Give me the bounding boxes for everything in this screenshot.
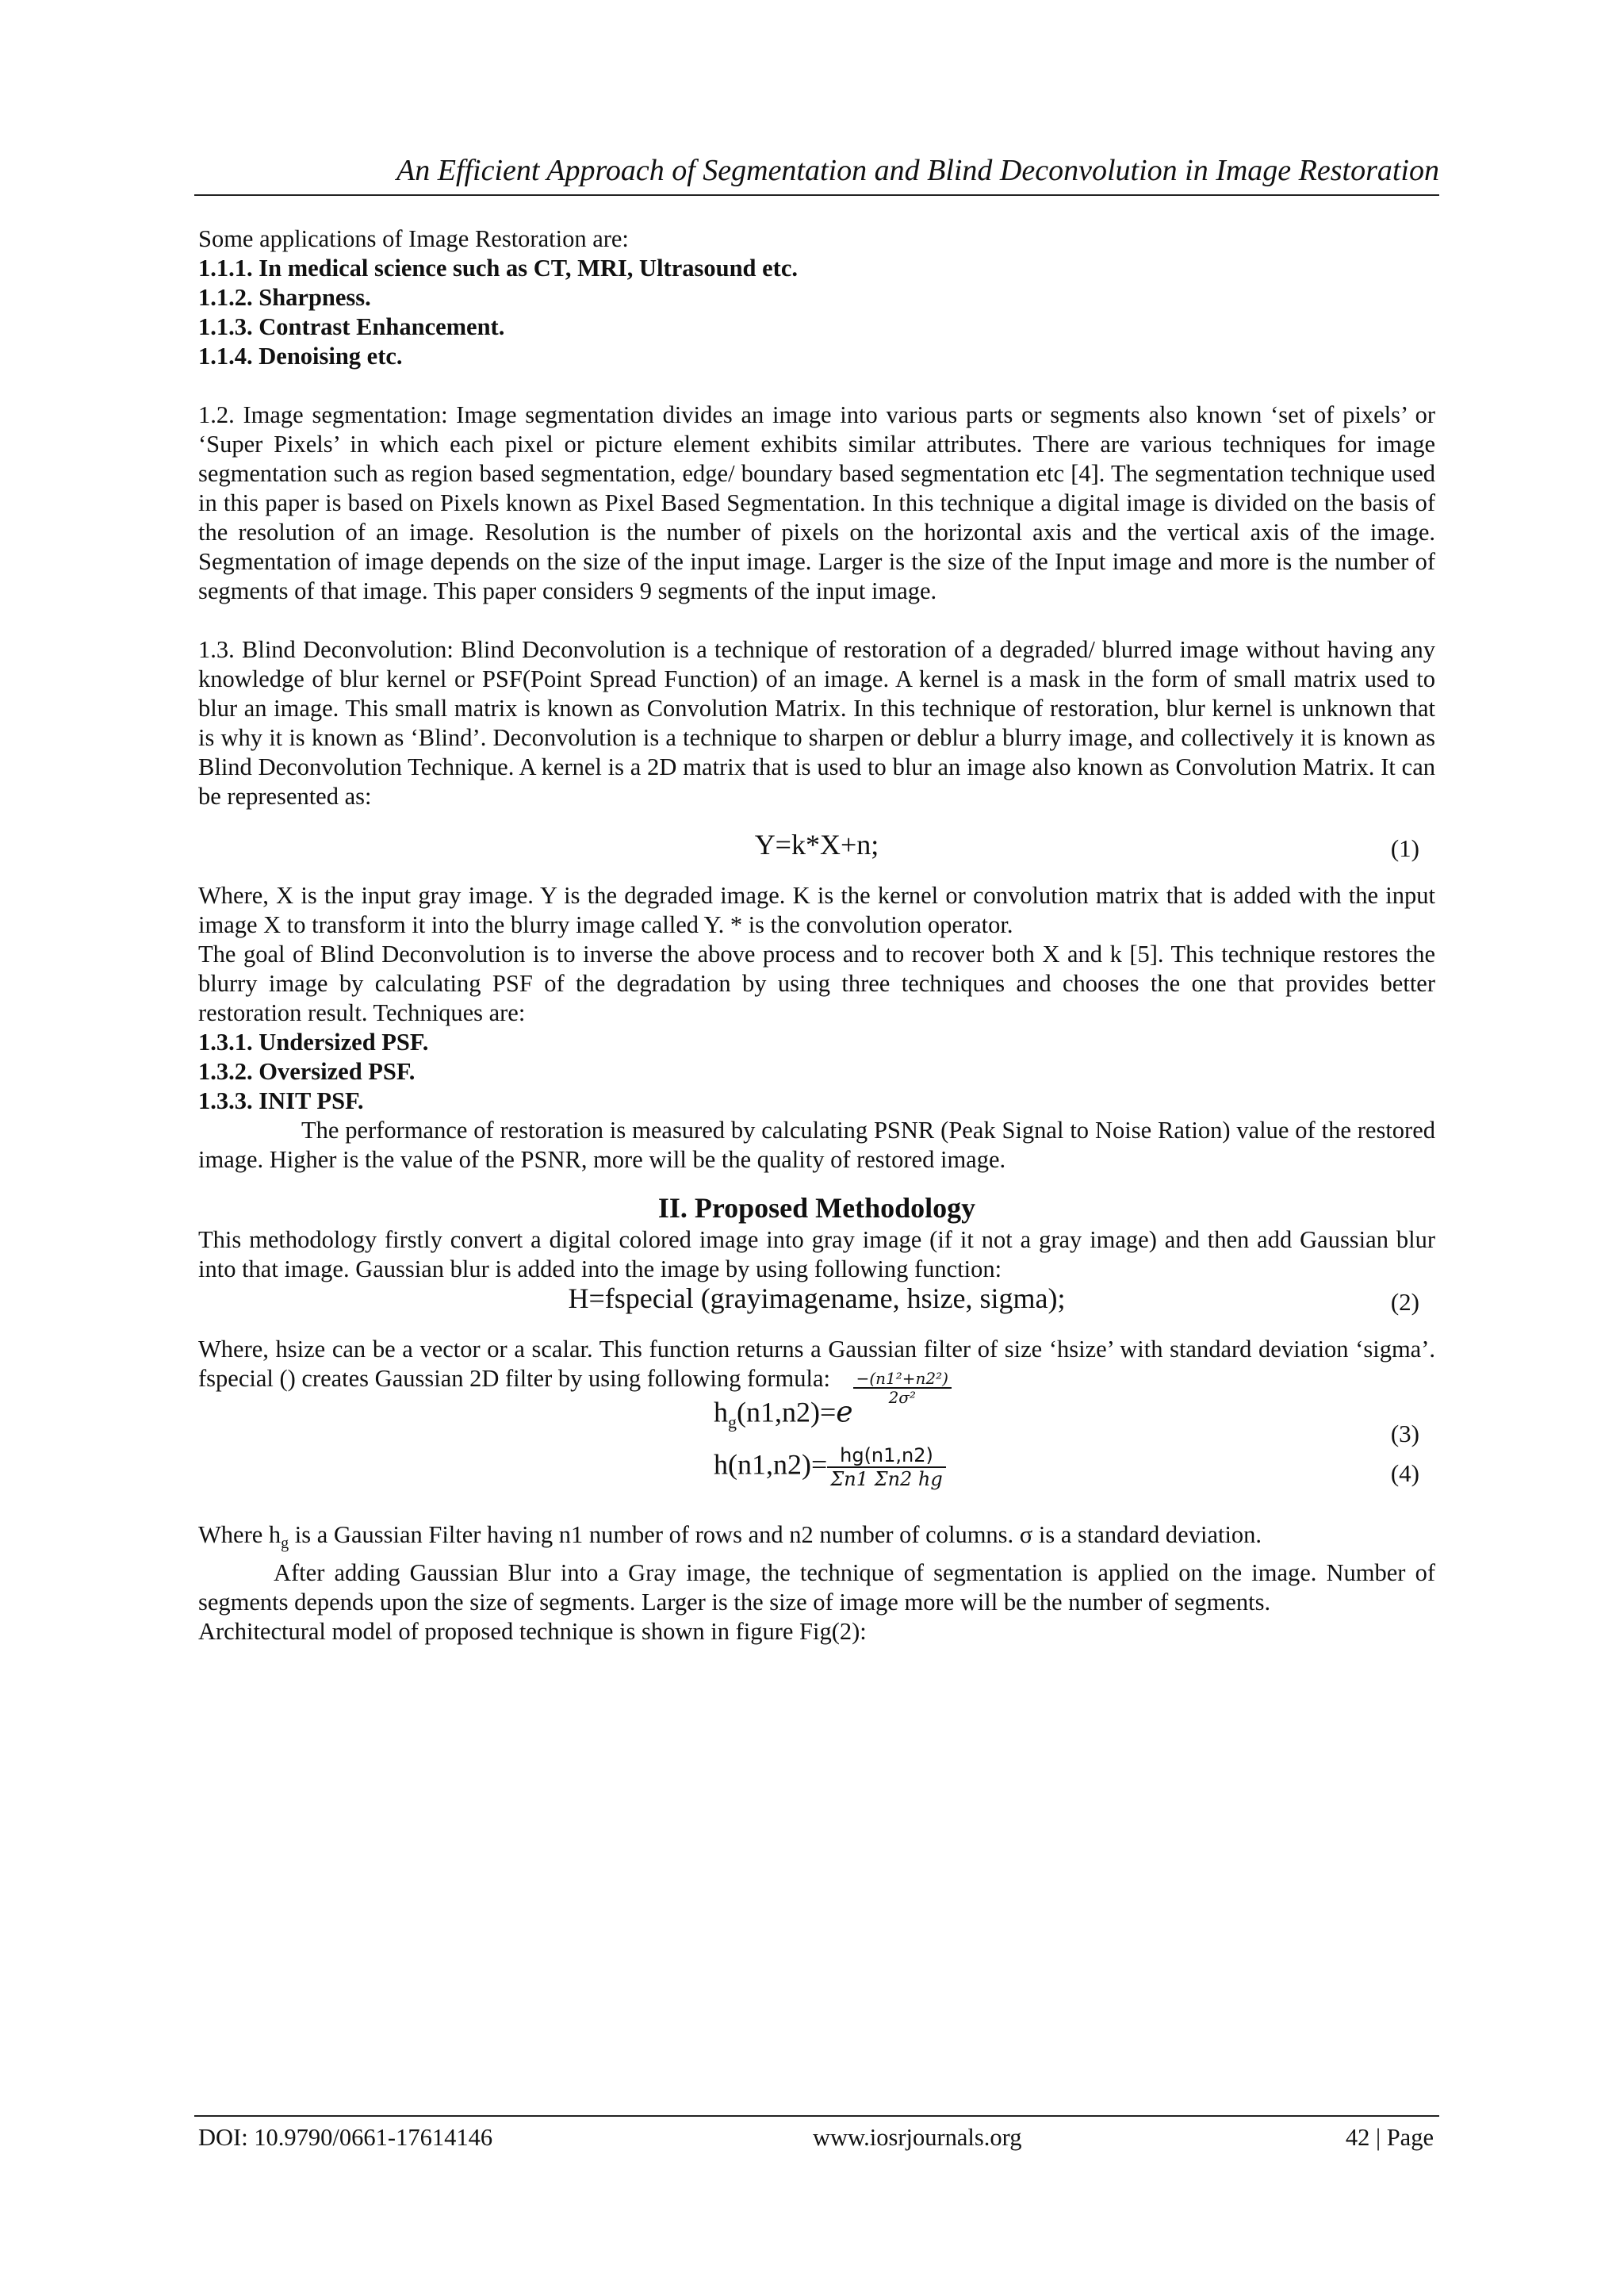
equation-3-lhs: h <box>714 1396 728 1428</box>
equation-3-exponent <box>853 1370 952 1406</box>
application-item: 1.1.4. Denoising etc. <box>198 343 403 370</box>
footer-website: www.iosrjournals.org <box>813 2124 1022 2151</box>
equation-3 <box>714 1369 952 1436</box>
equation-2 <box>198 1284 1435 1322</box>
equation-3-subscript: g <box>728 1412 737 1432</box>
equation-4-denominator: Σn1 Σn2 hg <box>830 1468 943 1490</box>
performance-paragraph: The performance of restoration is measured by calculating PSNR (Peak Signal to Noise Ration) value of the restored image. Higher is the value of the PSNR, more will be the quality of restored image. <box>198 1117 1435 1173</box>
footer-doi: DOI: 10.9790/0661-17614146 <box>198 2124 493 2151</box>
equation-2-expression: H=fspecial (grayimagename, hsize, sigma); <box>568 1282 1066 1314</box>
equation-1-expression: Y=k*X+n; <box>754 829 879 861</box>
gaussian-filter-definition <box>198 1520 1435 1558</box>
equation-1-number: (1) <box>1390 834 1419 862</box>
equation-4 <box>714 1444 946 1490</box>
equation-2-number: (2) <box>1390 1288 1419 1316</box>
formula-block <box>198 1369 1435 1512</box>
footer-page-number: 42 | Page <box>1345 2124 1434 2151</box>
definition-subscript: g <box>281 1535 289 1553</box>
equation-4-fraction <box>827 1444 945 1490</box>
equation-3-number: (3) <box>1390 1420 1419 1447</box>
section-title: II. Proposed Methodology <box>657 1192 976 1224</box>
equation-3-exponent-denominator: 2σ² <box>888 1388 916 1407</box>
header-divider <box>194 194 1439 196</box>
technique-item: 1.3.1. Undersized PSF. <box>198 1029 429 1056</box>
definition-text: is a Gaussian Filter having n1 number of rows and n2 number of columns. σ is a standard deviation. <box>289 1521 1262 1548</box>
blind-deconvolution-paragraph: 1.3. Blind Deconvolution: Blind Deconvolution is a technique of restoration of a degraded/ blurred image without having any knowledge of blur kernel or PSF(Point Spread Function) of an image. A kernel is a mask in the form of small matrix used to blur an image. This small matrix is known as Convolution Matrix. In this technique of restoration, blur kernel is unknown that is why it is known as ‘Blind’. Deconvolution is a technique to sharpen or deblur a blurry image, and collectively it is known as Blind Deconvolution Technique. A kernel is a 2D matrix that is used to blur an image also known as Convolution Matrix. It can be represented as: <box>198 636 1435 810</box>
architecture-reference: Architectural model of proposed technique is shown in figure Fig(2): <box>198 1618 867 1646</box>
application-item: 1.1.2. Sharpness. <box>198 284 371 311</box>
footer-divider <box>194 2115 1439 2117</box>
technique-item: 1.3.3. INIT PSF. <box>198 1087 364 1114</box>
equation-4-number: (4) <box>1390 1459 1419 1487</box>
equation-4-numerator: hg(n1,n2) <box>827 1444 945 1468</box>
equation-1 <box>198 826 1435 870</box>
equation-4-lhs: h(n1,n2)= <box>714 1448 828 1481</box>
applications-intro: Some applications of Image Restoration are: <box>198 225 629 252</box>
application-item: 1.1.1. In medical science such as CT, MRI, Ultrasound etc. <box>198 255 798 282</box>
definition-text: Where h <box>198 1521 282 1548</box>
technique-item: 1.3.2. Oversized PSF. <box>198 1058 416 1085</box>
equation-1-where: Where, X is the input gray image. Y is the degraded image. K is the kernel or convolution matrix that is added with the input image X to transform it into the blurry image called Y. * is the convolution operator. <box>198 882 1435 938</box>
segmentation-paragraph: 1.2. Image segmentation: Image segmentation divides an image into various parts or segments also known ‘set of pixels’ or ‘Super Pixels’ in which each pixel or picture element exhibits similar attributes. There are various techniques for image segmentation such as region based segmentation, edge/ boundary based segmentation etc [4]. The segmentation technique used in this paper is based on Pixels known as Pixel Based Segmentation. In this technique a digital image is divided on the basis of the resolution of an image. Resolution is the number of pixels on the horizontal axis and the vertical axis of the image. Segmentation of image depends on the size of the input image. Larger is the size of the Input image and more is the number of segments of that image. This paper considers 9 segments of the input image. <box>198 401 1435 604</box>
equation-2-where: Where, hsize can be a vector or a scalar. This function returns a Gaussian filter of size ‘hsize’ with standard deviation ‘sigma’. fspecial () creates Gaussian 2D filter by using following formula: <box>198 1336 1435 1392</box>
equation-3-args: (n1,n2)= <box>737 1396 837 1428</box>
equation-3-exponent-numerator: −(n1²+n2²) <box>853 1370 952 1389</box>
main-content <box>198 224 1435 1646</box>
running-header: An Efficient Approach of Segmentation and Blind Deconvolution in Image Restoration <box>396 154 1439 187</box>
methodology-intro: This methodology firstly convert a digital colored image into gray image (if it not a gray image) and then add Gaussian blur into that image. Gaussian blur is added into the image by using following function: <box>198 1226 1435 1282</box>
equation-3-e: e <box>836 1396 853 1429</box>
after-blur-paragraph: After adding Gaussian Blur into a Gray image, the technique of segmentation is applied on the image. Number of segments depends upon the size of segments. Larger is the size of image more will be the number of segments. <box>198 1559 1435 1616</box>
application-item: 1.1.3. Contrast Enhancement. <box>198 313 505 340</box>
blind-deconvolution-goal: The goal of Blind Deconvolution is to inverse the above process and to recover both X and k [5]. This technique restores the blurry image by calculating PSF of the degradation by using three techniques and chooses the one that provides better restoration result. Techniques are: <box>198 941 1435 1026</box>
